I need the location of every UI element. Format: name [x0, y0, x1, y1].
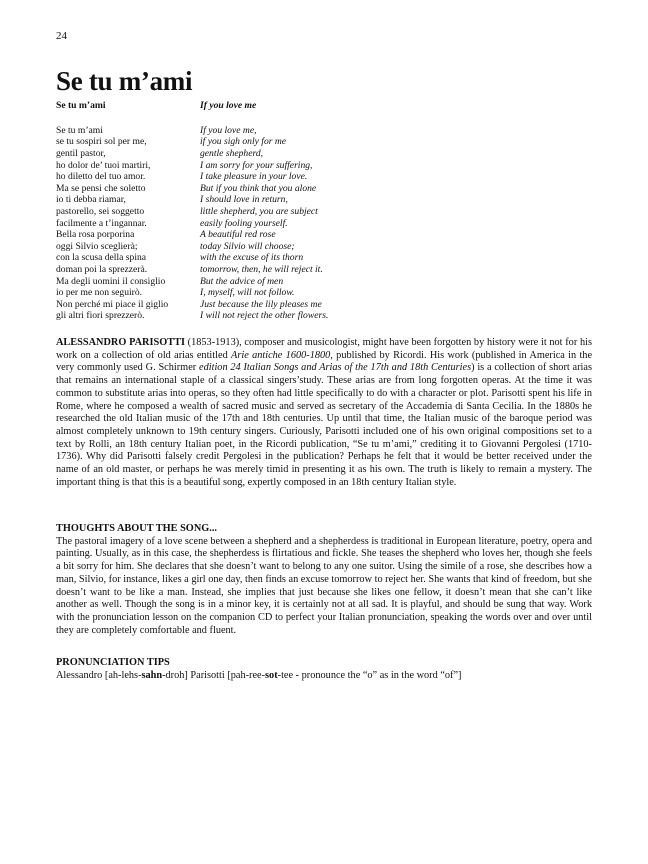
italian-lyric-line: gentil pastor,	[56, 147, 106, 159]
pronunciation-text-2: -droh] Parisotti [pah-ree-	[162, 669, 266, 681]
italian-lyric-line: Ma degli uomini il consiglio	[56, 275, 166, 287]
pronunciation-stress-2: sot	[265, 669, 278, 681]
italian-lyric-line: oggi Silvio sceglierà;	[56, 240, 138, 252]
english-translation-line: with the excuse of its thorn	[200, 252, 304, 264]
english-translation-line: I will not reject the other flowers.	[200, 310, 329, 322]
english-translation-line: But the advice of men	[200, 275, 284, 287]
english-translation-line: tomorrow, then, he will reject it.	[200, 263, 323, 275]
italian-lyric-line: Bella rosa porporina	[56, 229, 135, 241]
thoughts-section	[56, 523, 592, 637]
pronunciation-text-3: -tee - pronounce the “o” as in the word “of”]	[277, 669, 462, 681]
italian-lyric-line: io ti debba riamar,	[56, 194, 126, 206]
bio-collection-title: Arie antiche 1600-1800,	[231, 349, 333, 361]
italian-lyric-line: se tu sospiri sol per me,	[56, 136, 147, 148]
bio-text-1: (1853-1913), composer and musicologist, might have been forgotten by history were it not for his work on a collection of old arias entitled	[56, 337, 592, 361]
english-translation-line: easily fooling yourself.	[200, 217, 288, 229]
bio-text-2: published by Ricordi. His work (published in America in the very commonly used G. Schirmer	[56, 349, 593, 374]
thoughts-body: The pastoral imagery of a love scene between a shepherd and a shepherdess is traditional in European literature, poetry, opera and painting. Usually, as in this case, the shepherdess is flirtatious and fickle. She teases the shepherd who loves her, though she feels a bit sorry for him. She declares that she doesn’t want to belong to any one suitor. Using the simile of a rose, she describes how a man, Silvio, for instance, likes a girl one day, then finds an excuse tomorrow to reject her. She wants that kind of freedom, but she doesn’t want to be like a man. Instead, she implies that just because she likes one fellow, it doesn’t mean that she can’t like another as well. Though the song is in a minor key, it is certainly not at all sad. It is playful, and should be sung that way. Work with the pronunciation lesson on the companion CD to perfect your Italian pronunciation, speaking the words over and over until they are completely comfortable and fluent.	[56, 535, 592, 636]
pronunciation-section	[56, 657, 592, 682]
italian-lyric-line: facilmente a t’ingannar.	[56, 217, 147, 229]
english-translation-line: I should love in return,	[200, 194, 288, 206]
english-translation-line: Just because the lily pleases me	[200, 298, 322, 310]
thoughts-heading: THOUGHTS ABOUT THE SONG...	[56, 523, 217, 534]
composer-name: ALESSANDRO PARISOTTI	[56, 337, 185, 348]
bio-text-3: ) is a collection of short arias that remains an international staple of a classical singers’study. These arias are from long forgotten operas. At the time it was common to substitute arias into operas, so they often had little specifically to do with a character or plot. Parisotti spent his life in Rome, where he composed a wealth of sacred music and served as secretary of the Accademia di Santa Cecilia. In the 1880s he researched the old Italian music of the 17th and 18th centuries. Up until that time, the Italian music of the baroque period was almost completely unknown to 19th century singers. Curiously, Parisotti included one of his own original compositions set to a text by Rolli, an 18th century Italian poet, in the Ricordi publication, “Se tu m’ami,” crediting it to Giovanni Pergolesi (1710-1736). Why did Parisotti falsely credit Pergolesi in the publication? Perhaps he felt that it would be better received under the name of an old master, or perhaps he was merely timid in presenting it as his own. The truth is likely to remain a mystery. The important thing is that this is a beautiful song, expertly composed in an 18th century Italian style.	[56, 362, 592, 488]
italian-lyric-line: doman poi la sprezzerà.	[56, 263, 148, 275]
english-translation-line: But if you think that you alone	[200, 182, 317, 194]
english-translation-line: if you sigh only for me	[200, 136, 287, 148]
english-translation	[200, 100, 328, 322]
english-translation-line: gentle shepherd,	[200, 147, 264, 159]
pronunciation-heading: PRONUNCIATION TIPS	[56, 657, 170, 668]
page-number: 24	[56, 30, 67, 42]
pronunciation-stress-1: sahn	[141, 669, 163, 681]
bio-edition-title: edition 24 Italian Songs and Arias of the 17th and 18th Centuries	[199, 362, 472, 374]
italian-lyric-line: Non perché mi piace il giglio	[56, 298, 169, 310]
english-translation-heading: If you love me	[200, 100, 257, 111]
page-title: Se tu m’ami	[56, 66, 193, 96]
english-translation-line: A beautiful red rose	[200, 229, 276, 241]
pronunciation-text-1: Alessandro [ah-lehs-	[56, 669, 142, 681]
english-translation-line: I, myself, will not follow.	[200, 287, 295, 299]
italian-lyrics	[56, 100, 168, 322]
english-translation-lines	[200, 125, 328, 322]
italian-lyric-line: con la scusa della spina	[56, 252, 147, 264]
italian-lyrics-heading: Se tu m’ami	[56, 100, 106, 111]
italian-lyric-line: ho dolor de’ tuoi martiri,	[56, 159, 151, 171]
english-translation-line: I take pleasure in your love.	[200, 171, 308, 183]
italian-lyric-line: io per me non seguirò.	[56, 287, 143, 299]
english-translation-line: today Silvio will choose;	[200, 240, 295, 252]
italian-lyric-line: Se tu m’ami	[56, 124, 103, 136]
italian-lyrics-lines	[56, 125, 168, 322]
english-translation-line: I am sorry for your suffering,	[200, 159, 313, 171]
italian-lyric-line: ho diletto del tuo amor.	[56, 171, 146, 183]
italian-lyric-line: Ma se pensi che soletto	[56, 182, 146, 194]
english-translation-line: little shepherd, you are subject	[200, 205, 318, 217]
english-translation-line: If you love me,	[200, 124, 257, 136]
italian-lyric-line: pastorello, sei soggetto	[56, 205, 145, 217]
italian-lyric-line: gli altri fiori sprezzerò.	[56, 310, 145, 322]
composer-biography	[56, 337, 592, 489]
